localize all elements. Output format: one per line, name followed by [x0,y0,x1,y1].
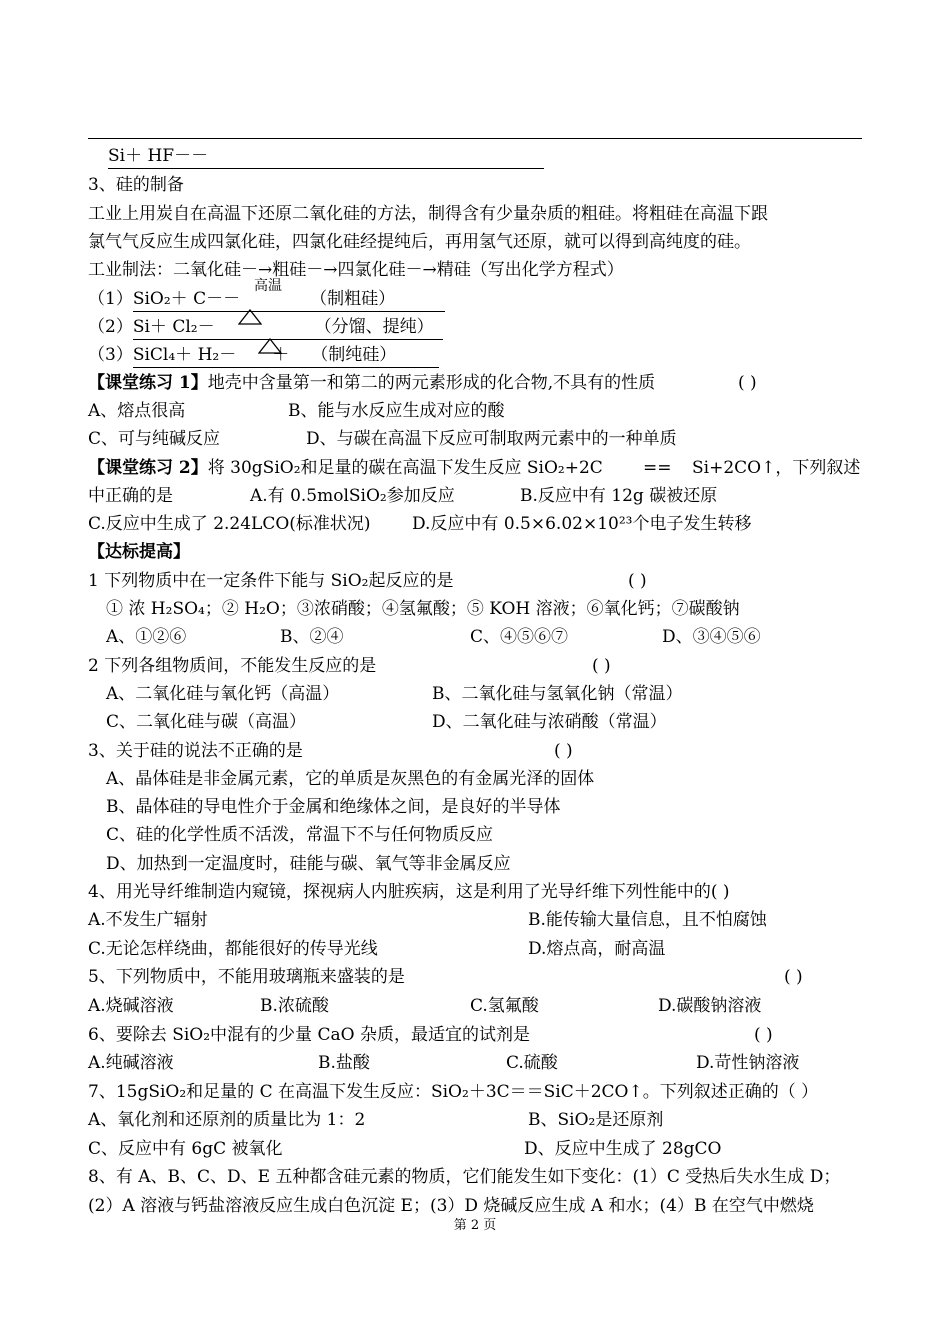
question-4-stem: 4、用光导纤维制造内窥镜，探视病人内脏疾病，这是利用了光导纤维下列性能中的( ) [88,882,730,902]
industrial-method: 工业制法：二氧化硅－→粗硅－→四氯化硅－→精硅（写出化学方程式） [88,260,624,280]
option-b: B、②④ [280,627,344,647]
equation-2-body: Si＋ Cl₂－ [132,317,215,337]
option-d: D、③④⑤⑥ [662,627,761,647]
option-c: C.无论怎样绕曲，都能很好的传导光线 [88,939,378,959]
answer-blank: ( ) [754,1025,773,1045]
question-7-stem: 7、15gSiO₂和足量的 C 在高温下发生反应：SiO₂＋3C＝＝SiC＋2CO↑。下列叙述正确的（ ） [88,1082,819,1102]
section-heading: 【达标提高】 [88,542,190,562]
option-c: C、二氧化硅与碳（高温） [106,712,307,732]
equation-2-note: （分馏、提纯） [314,317,434,337]
equation-2 [88,316,443,340]
question-8-line-2: (2）A 溶液与钙盐溶液反应生成白色沉淀 E；(3）D 烧碱反应生成 A 和水；(4）B 在空气中燃烧 [88,1196,814,1216]
option-a: A、①②⑥ [106,627,187,647]
paragraph-line-1: 工业上用炭自在高温下还原二氧化硅的方法，制得含有少量杂质的粗硅。将粗硅在高温下跟 [88,204,768,224]
equation-3-body: SiCl₄＋ H₂－ [132,345,237,365]
exercise-2-label: 【课堂练习 2】 [88,458,208,478]
option-a: A.不发生广辐射 [88,910,208,930]
exercise-1-label: 【课堂练习 1】 [88,373,208,393]
option-b: B.浓硫酸 [260,996,329,1016]
page-number: 第 2 页 [453,1218,497,1233]
exercise-2-text: 将 30gSiO₂和足量的碳在高温下发生反应 SiO₂+2C [207,458,603,478]
option-a: A、氧化剂和还原剂的质量比为 1：2 [88,1110,366,1130]
option-b: B、晶体硅的导电性介于金属和绝缘体之间，是良好的半导体 [106,797,561,817]
exercise-2-stem [88,457,603,479]
option-b: B.反应中有 12g 碳被还原 [520,486,718,506]
option-a: A、二氧化硅与氧化钙（高温） [106,684,340,704]
option-c: C、④⑤⑥⑦ [470,627,569,647]
question-5-stem: 5、下列物质中，不能用玻璃瓶来盛装的是 [88,967,405,987]
exercise-1-text: 地壳中含量第一和第二的两元素形成的化合物,不具有的性质 [207,373,656,393]
answer-blank: ( ) [554,741,573,761]
option-d: D、加热到一定温度时，硅能与碳、氧气等非金属反应 [106,854,511,874]
equation-1-number: （1） [88,289,133,309]
option-d: D、反应中生成了 28gCO [524,1139,722,1159]
exercise-1-stem [88,372,655,394]
question-2-stem: 2 下列各组物质间，不能发生反应的是 [88,656,377,676]
option-b: B、SiO₂是还原剂 [528,1110,664,1130]
equation-1-condition: 高温 [254,278,282,294]
equation-3-number: （3） [88,345,133,365]
section-title: 3、硅的制备 [88,175,184,195]
answer-blank: ( ) [628,571,647,591]
question-3-stem: 3、关于硅的说法不正确的是 [88,741,303,761]
option-c: C.氢氟酸 [470,996,539,1016]
option-b: B、能与水反应生成对应的酸 [288,401,505,421]
option-c: C、反应中有 6gC 被氧化 [88,1139,283,1159]
question-8-line-1: 8、有 A、B、C、D、E 五种都含硅元素的物质，它们能发生如下变化：(1）C 受热后失水生成 D； [88,1167,841,1187]
exercise-2-stem-cont: 中正确的是 [88,486,173,506]
option-a: A.纯碱溶液 [88,1053,174,1073]
option-a: A、熔点很高 [88,401,186,421]
option-b: B.能传输大量信息，且不怕腐蚀 [528,910,767,930]
question-1-stem: 1 下列物质中在一定条件下能与 SiO₂起反应的是 [88,571,454,591]
option-c: C.反应中生成了 2.24LCO(标准状况) [88,514,371,534]
equation-2-blank [133,316,443,340]
equation-1-body: SiO₂＋ C－－ [132,289,241,309]
answer-blank: ( ) [592,656,611,676]
answer-blank: ( ) [784,967,803,987]
option-c: C、可与纯碱反应 [88,429,221,449]
option-c: C.硫酸 [506,1053,558,1073]
option-d: D、二氧化硅与浓硝酸（常温） [432,712,667,732]
equation-2-number: （2） [88,317,133,337]
option-a: A.烧碱溶液 [88,996,174,1016]
option-a: A、晶体硅是非金属元素，它的单质是灰黑色的有金属光泽的固体 [106,769,595,789]
equation-3-blank [133,344,439,368]
option-b: B.盐酸 [318,1053,370,1073]
option-b: B、二氧化硅与氢氧化钠（常温） [432,684,683,704]
option-d: D.碳酸钠溶液 [658,996,762,1016]
equation-1-note: （制粗硅） [310,289,396,309]
equation-3-note: （制纯硅） [311,345,397,365]
option-c: C、硅的化学性质不活泼，常温下不与任何物质反应 [106,825,494,845]
option-d: D.反应中有 0.5×6.02×10²³个电子发生转移 [412,514,752,534]
question-6-stem: 6、要除去 SiO₂中混有的少量 CaO 杂质，最适宜的试剂是 [88,1025,530,1045]
equation-1-blank [133,288,445,312]
header-rule [88,138,862,139]
option-a: A.有 0.5molSiO₂参加反应 [250,486,455,506]
option-d: D、与碳在高温下反应可制取两元素中的一种单质 [306,429,677,449]
option-d: D.苛性钠溶液 [696,1053,800,1073]
answer-blank: ( ) [738,373,757,393]
option-d: D.熔点高，耐高温 [528,939,666,959]
si-hf-line [108,145,544,169]
exercise-2-equals: == [643,458,672,478]
si-hf-text: Si＋ HF－－ [108,145,544,169]
exercise-2-rhs: Si+2CO↑，下列叙述 [692,458,861,478]
question-1-list: ① 浓 H₂SO₄；② H₂O；③浓硝酸；④氢氟酸；⑤ KOH 溶液；⑥氧化钙；⑦碳酸钠 [106,599,740,619]
paragraph-line-2: 氯气气反应生成四氯化硅，四氯化硅经提纯后，再用氢气还原，就可以得到高纯度的硅。 [88,232,751,252]
equation-3-plus: ＋ [272,345,290,365]
